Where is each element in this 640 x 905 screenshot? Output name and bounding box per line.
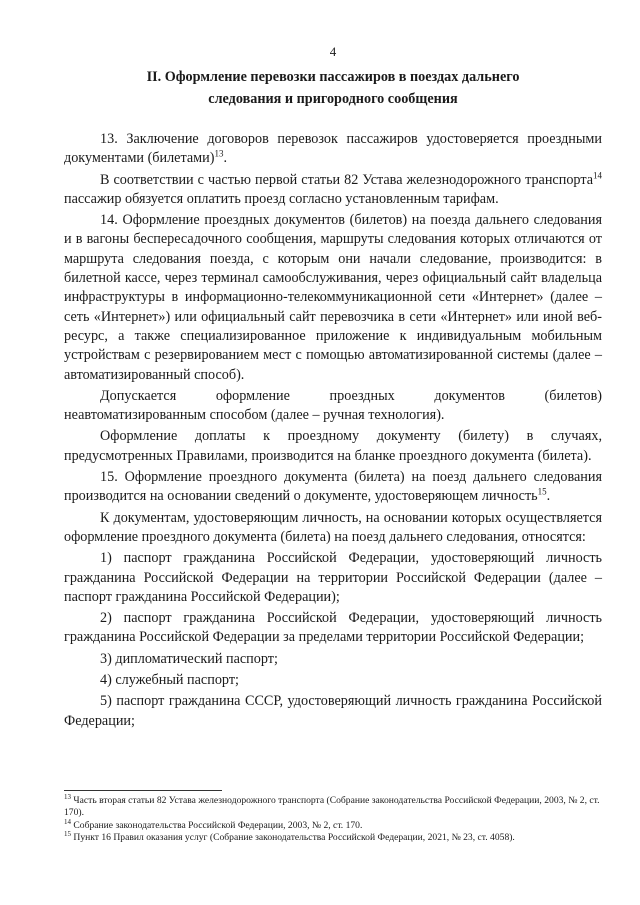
footnote-13: $^{13}$ Часть вторая статьи 82 Устава железнодорожного транспорта (Собрание законодательства Российской Федерации, 2003, № 2, ст. 170).	[64, 792, 600, 819]
paragraph-14-manual: Допускается оформление проездных документов (билетов) неавтоматизированным способом (далее – ручная технология).	[64, 387, 602, 424]
footnote-ref: 15	[537, 486, 547, 497]
page-number: 4	[329, 44, 337, 59]
paragraph-15-documents: К документам, удостоверяющим личность, на основании которых осуществляется оформление проездного документа (билета) на поезд дальнего следования, относятся:	[64, 509, 602, 545]
paragraph-14: 14. Оформление проездных документов (билетов) на поезда дальнего следования и в вагоны беспересадочного сообщения, маршруты следования которых отличаются от маршрута следования поезда, с которым они начали следование, производится: в билетной кассе, через терминал самообслуживания, через официальный сайт владельца инфраструктуры в информационно-телекоммуникационной сети «Интернет» (далее – сеть «Интернет») или официальный сайт перевозчика в сети «Интернет» или иной веб-ресурс, а также специализированное приложение к индивидуальным мобильным устройствам с резервированием мест с помощью автоматизированной системы (далее – автоматизированный способ).	[64, 212, 602, 383]
list-item: 4) служебный паспорт;	[100, 672, 239, 689]
body-text	[64, 130, 602, 731]
list-item: 1) паспорт гражданина Российской Федерации, удостоверяющий личность гражданина Российской Федерации на территории Российской Федерации (далее – паспорт гражданина Российской Федерации);	[64, 550, 602, 605]
section-heading	[72, 66, 594, 110]
list-item: 5) паспорт гражданина СССР, удостоверяющий личность гражданина Российской Федерации;	[64, 693, 602, 729]
list-item: 3) дипломатический паспорт;	[100, 650, 278, 667]
footnotes	[64, 792, 602, 845]
paragraph-13: 13. Заключение договоров перевозок пассажиров удостоверяется проездными документами (билетами)$^{13}$.	[64, 131, 602, 167]
heading-line-1: II. Оформление перевозки пассажиров в поездах дальнего	[146, 69, 520, 85]
list-item: 2) паспорт гражданина Российской Федерации, удостоверяющий личность гражданина Российской Федерации за пределами территории Российской Федерации;	[64, 610, 602, 646]
paragraph-14-surcharge: Оформление доплаты к проездному документу (билету) в случаях, предусмотренных Правилами, производится на бланке проездного документа (билета).	[64, 428, 602, 464]
heading-line-2: следования и пригородного сообщения	[208, 91, 458, 107]
footnote-15: $^{15}$ Пункт 16 Правил оказания услуг (Собрание законодательства Российской Федерации, 2021, № 23, ст. 4058).	[64, 830, 515, 844]
footnote-ref: 13	[214, 148, 224, 159]
footnote-divider	[64, 790, 222, 791]
paragraph-13-cont: В соответствии с частью первой статьи 82 Устава железнодорожного транспорта$^{14}$ пассажир обязуется оплатить проезд согласно установленным тарифам.	[64, 169, 602, 207]
footnote-14: $^{14}$ Собрание законодательства Российской Федерации, 2003, № 2, ст. 170.	[64, 817, 363, 831]
paragraph-15: 15. Оформление проездного документа (билета) на поезд дальнего следования производится на основании сведений о документе, удостоверяющем личность$^{15}$.	[64, 469, 602, 505]
footnote-ref: 14	[593, 169, 602, 180]
